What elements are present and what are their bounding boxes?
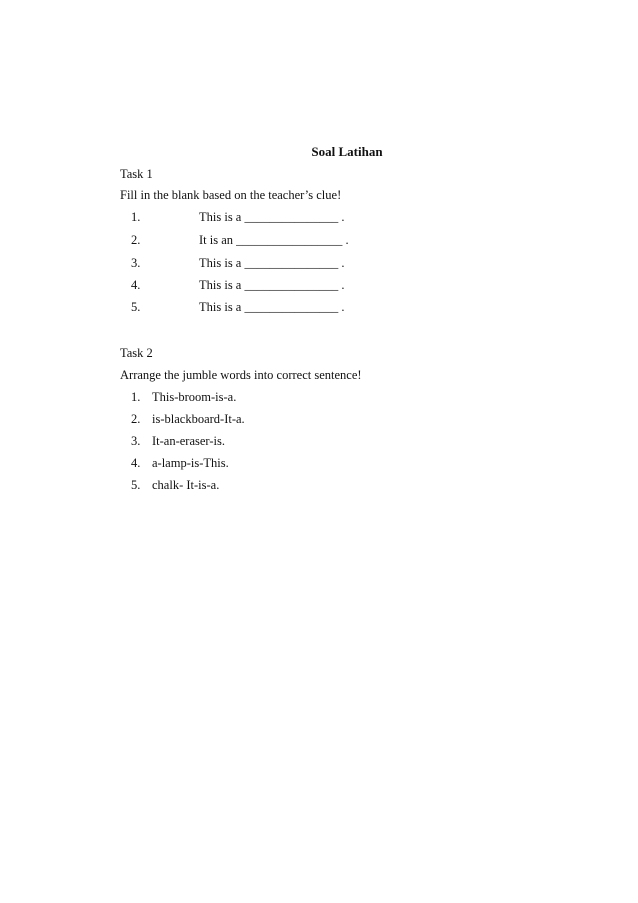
- item-number: 1.: [131, 390, 141, 404]
- item-sentence: It is an _________________ .: [199, 233, 349, 247]
- item-sentence: is-blackboard-It-a.: [152, 412, 245, 426]
- item-number: 3.: [131, 256, 141, 270]
- item-number: 2.: [131, 412, 141, 426]
- item-number: 4.: [131, 456, 141, 470]
- page-title: Soal Latihan: [311, 144, 383, 159]
- item-sentence: This is a _______________ .: [199, 278, 345, 292]
- task1-heading: Task 1: [120, 167, 153, 181]
- item-sentence: a-lamp-is-This.: [152, 456, 229, 470]
- task2-heading: Task 2: [120, 346, 153, 360]
- item-sentence: This is a _______________ .: [199, 300, 345, 314]
- item-number: 3.: [131, 434, 141, 448]
- item-number: 4.: [131, 278, 141, 292]
- item-number: 5.: [131, 478, 141, 492]
- task2-instruction: Arrange the jumble words into correct sentence!: [120, 368, 362, 382]
- item-sentence: This is a _______________ .: [199, 210, 345, 224]
- item-sentence: chalk- It-is-a.: [152, 478, 220, 492]
- item-sentence: It-an-eraser-is.: [152, 434, 225, 448]
- item-sentence: This-broom-is-a.: [152, 390, 237, 404]
- item-number: 1.: [131, 210, 141, 224]
- task1-instruction: Fill in the blank based on the teacher’s clue!: [120, 188, 342, 202]
- item-sentence: This is a _______________ .: [199, 256, 345, 270]
- item-number: 5.: [131, 300, 141, 314]
- item-number: 2.: [131, 233, 141, 247]
